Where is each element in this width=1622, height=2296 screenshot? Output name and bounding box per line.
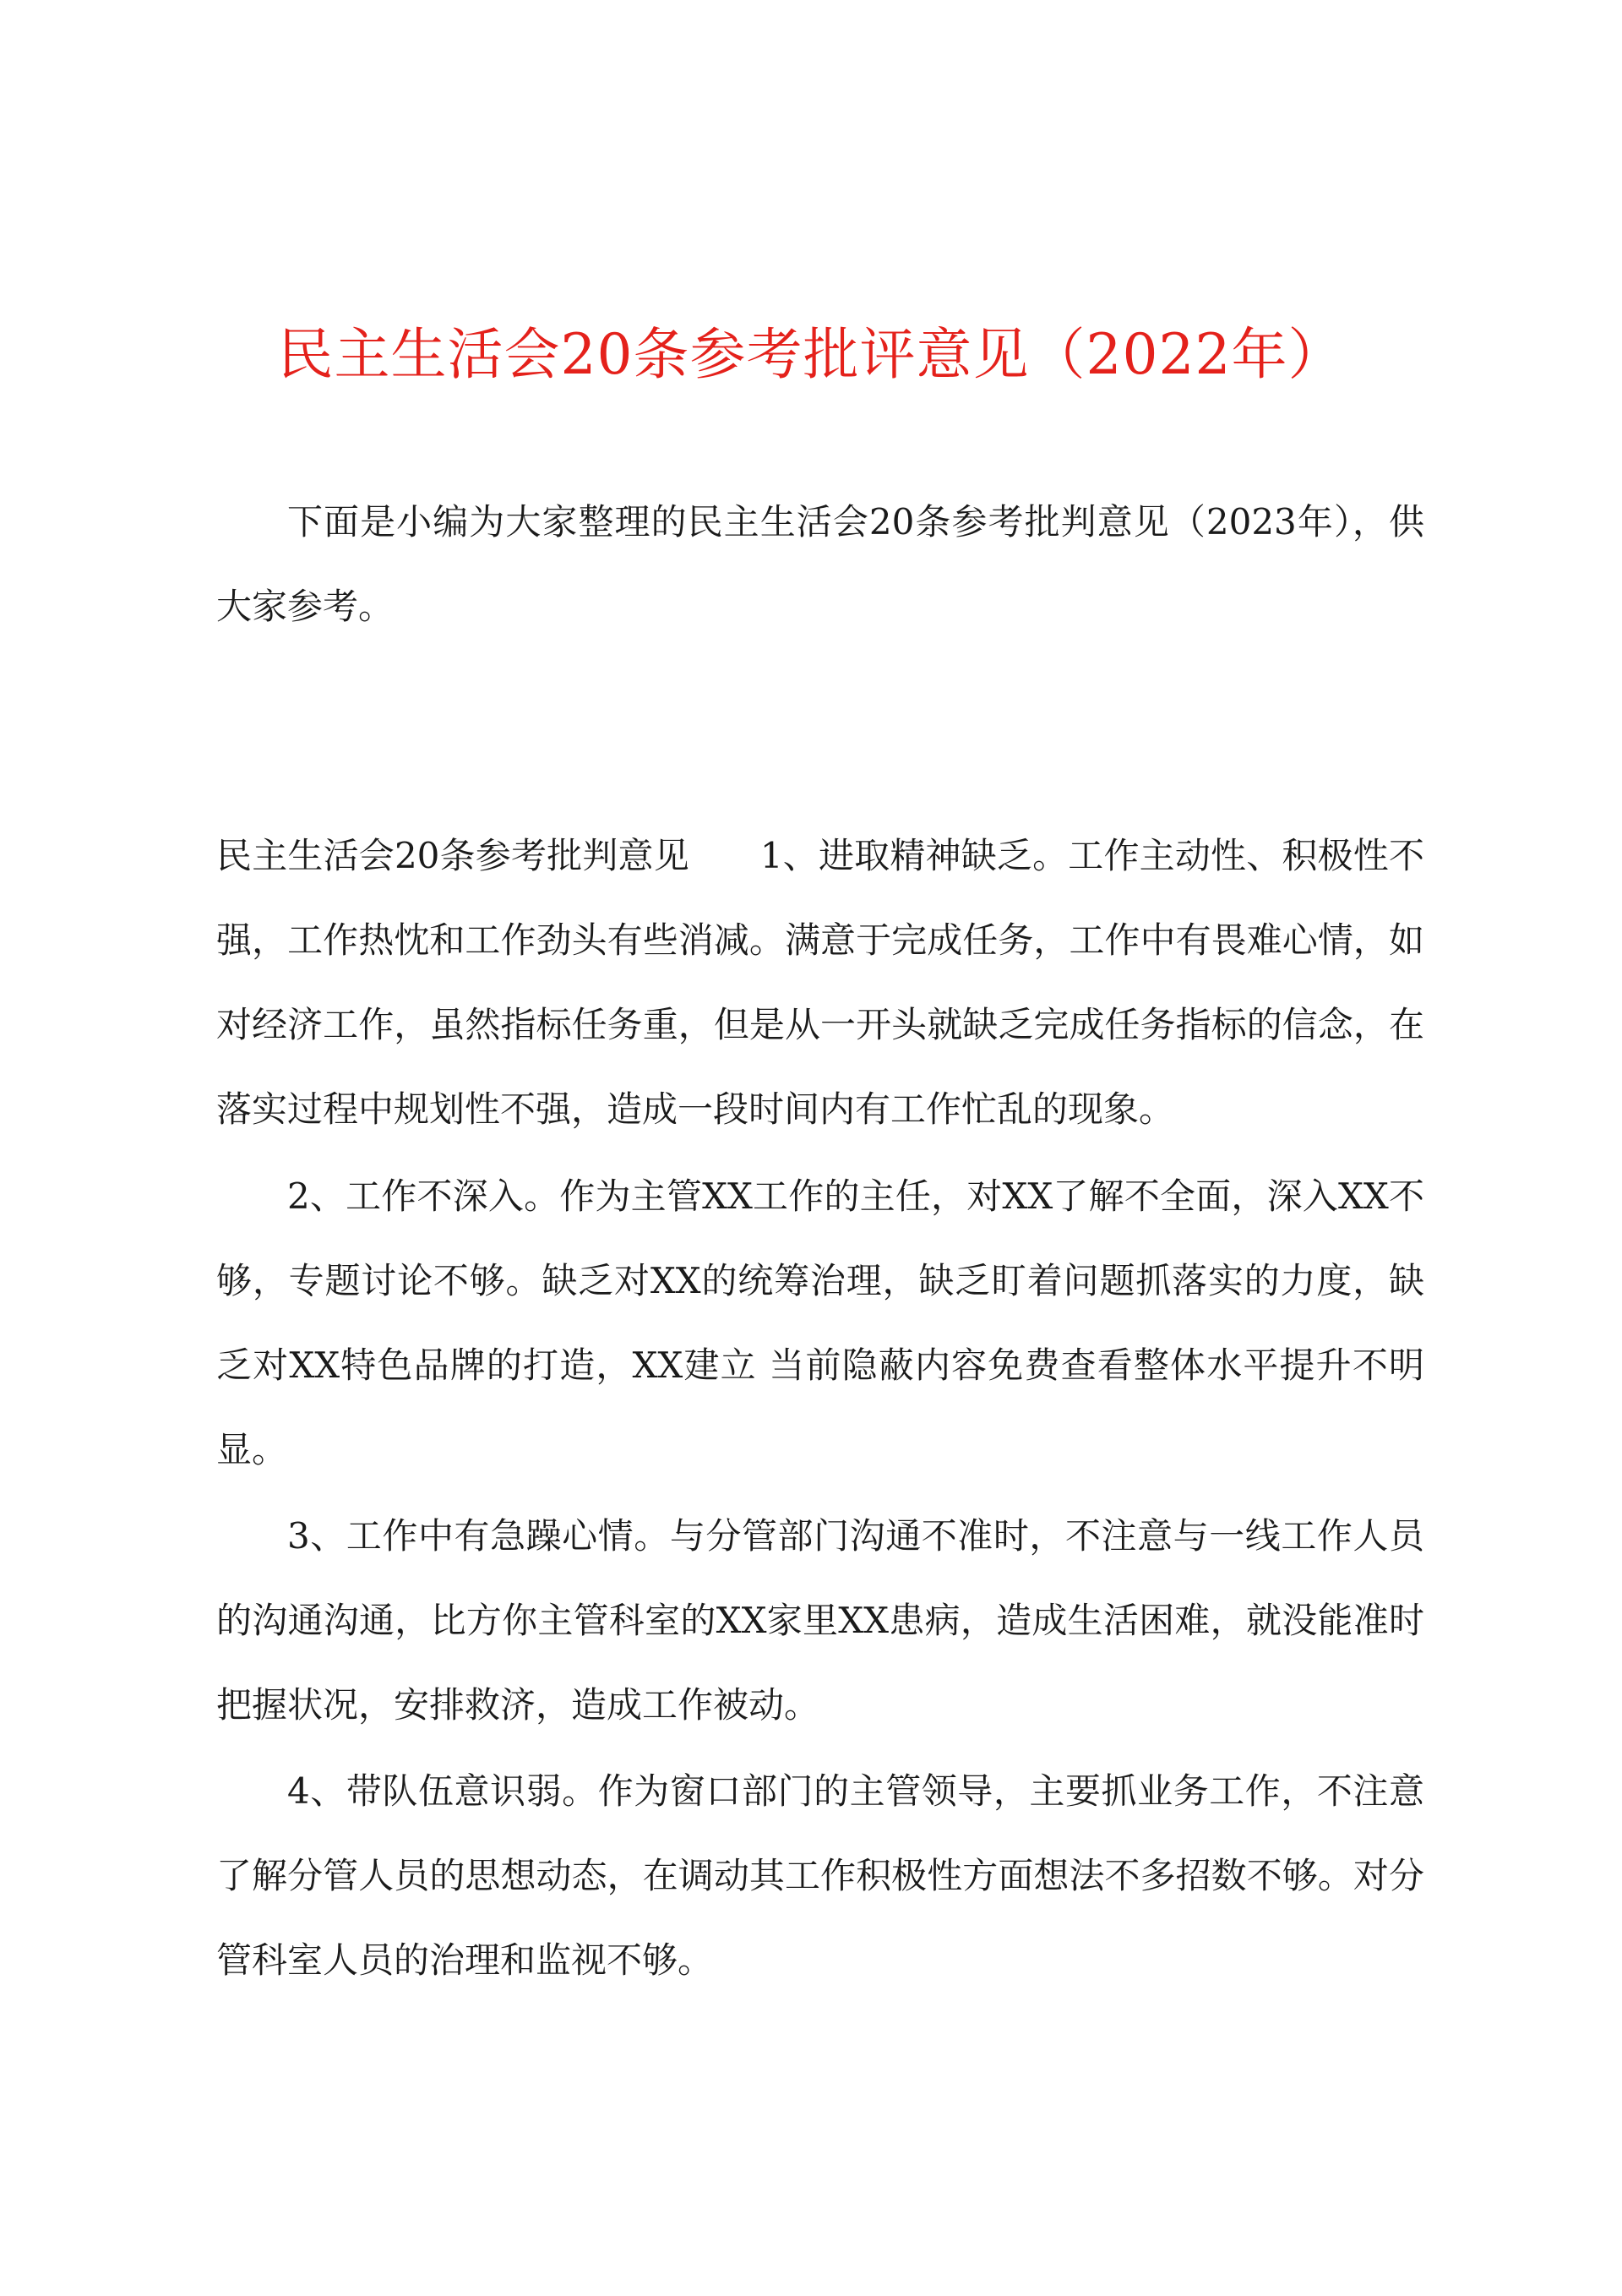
- intro-paragraph: 下面是小编为大家整理的民主生活会20条参考批判意见（2023年），供大家参考。: [216, 501, 1424, 627]
- list-item-4: 4、带队伍意识弱。作为窗口部门的主管领导，主要抓业务工作，不注意了解分管人员的思想动态，在调动其工作积极性方面想法不多招数不够。对分管科室人员的治理和监视不够。: [216, 1770, 1424, 1981]
- list-item-2: 2、工作不深入。作为主管XX工作的主任，对XX了解不全面，深入XX不够，专题讨论不够。缺乏对XX的统筹治理，缺乏盯着问题抓落实的力度，缺乏对XX特色品牌的打造，XX建立 当前隐蔽内容免费查看整体水平提升不明显。: [216, 1175, 1424, 1470]
- section-heading: 民主生活会20条参考批判意见: [216, 835, 689, 876]
- list-item-3: 3、工作中有急躁心情。与分管部门沟通不准时，不注意与一线工作人员的沟通沟通，比方你主管科室的XX家里XX患病，造成生活困难，就没能准时把握状况，安排救济，造成工作被动。: [216, 1515, 1424, 1726]
- list-item-1-text: 1、进取精神缺乏。工作主动性、积极性不强，工作热忱和工作劲头有些消减。满意于完成任务，工作中有畏难心情，如对经济工作，虽然指标任务重，但是从一开头就缺乏完成任务指标的信念，在落实过程中规划性不强，造成一段时间内有工作忙乱的现象。: [216, 835, 1424, 1130]
- list-item-1: [216, 814, 1424, 1152]
- document-title: 民主生活会20条参考批评意见（2022年）: [277, 322, 1345, 387]
